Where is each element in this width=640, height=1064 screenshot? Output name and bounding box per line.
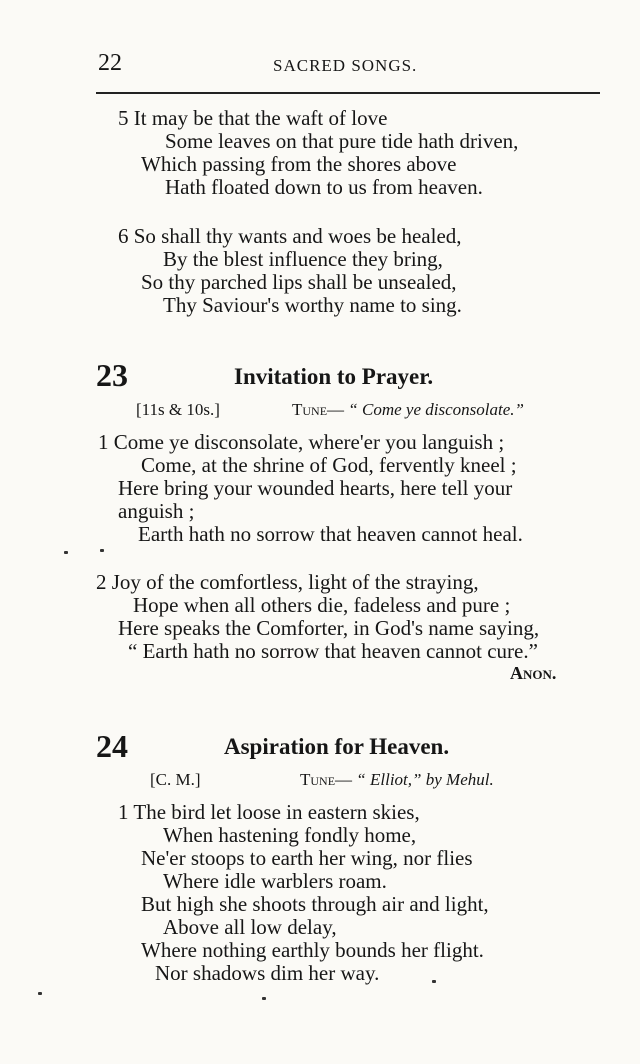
stanza-line: Ne'er stoops to earth her wing, nor flies [141,846,473,870]
stanza-line: Nor shadows dim her way. [155,961,380,985]
stanza-line: When hastening fondly home, [163,823,417,847]
stanza-line: Hath floated down to us from heaven. [165,175,483,199]
hymn-meter: [C. M.] [150,770,201,789]
stanza-line: Where nothing earthly bounds her flight. [141,938,484,962]
print-speck [38,992,42,995]
hymn-title: Invitation to Prayer. [234,364,434,389]
tune-label: Tune— [292,400,345,419]
running-head: SACRED SONGS. [273,56,418,75]
header-rule [96,92,600,94]
stanza-line: 5 It may be that the waft of love [118,106,388,130]
stanza-line: anguish ; [118,499,195,523]
print-speck [262,997,266,1000]
tune-name: “ Elliot,” by Mehul. [356,770,494,789]
stanza-line: Some leaves on that pure tide hath driven, [165,129,519,153]
stanza-line: Which passing from the shores above [141,152,457,176]
stanza-line: But high she shoots through air and light, [141,892,489,916]
stanza-line: 1 The bird let loose in eastern skies, [118,800,420,824]
stanza-line: Thy Saviour's worthy name to sing. [163,293,462,317]
print-speck [64,551,68,554]
stanza-line: Where idle warblers roam. [163,869,387,893]
stanza-line: Hope when all others die, fadeless and pure ; [133,593,511,617]
stanza-line: Here speaks the Comforter, in God's name saying, [118,616,540,640]
page-header [98,50,598,78]
stanza-line: Above all low delay, [163,915,337,939]
tune-name: “ Come ye disconsolate.” [348,400,524,419]
hymn-tune [300,770,494,790]
stanza-line: “ Earth hath no sorrow that heaven cannot cure.” [128,639,538,663]
hymn-author: Anon. [510,663,557,683]
stanza-line: Here bring your wounded hearts, here tell your [118,476,513,500]
stanza-line: 2 Joy of the comfortless, light of the straying, [96,570,479,594]
tune-label: Tune— [300,770,353,789]
stanza-line: 1 Come ye disconsolate, where'er you languish ; [98,430,505,454]
stanza-line: So thy parched lips shall be unsealed, [141,270,457,294]
hymn-title: Aspiration for Heaven. [224,734,450,759]
print-speck [100,549,104,552]
hymn-number: 23 [96,357,128,393]
print-speck [432,980,436,983]
stanza-line: Come, at the shrine of God, fervently kneel ; [141,453,517,477]
hymn-meter: [11s & 10s.] [136,400,220,419]
stanza-line: 6 So shall thy wants and woes be healed, [118,224,462,248]
page-number: 22 [98,50,122,76]
stanza-line: By the blest influence they bring, [163,247,443,271]
stanza-line: Earth hath no sorrow that heaven cannot heal. [138,522,523,546]
hymn-number: 24 [96,728,128,764]
hymn-tune [292,400,524,420]
